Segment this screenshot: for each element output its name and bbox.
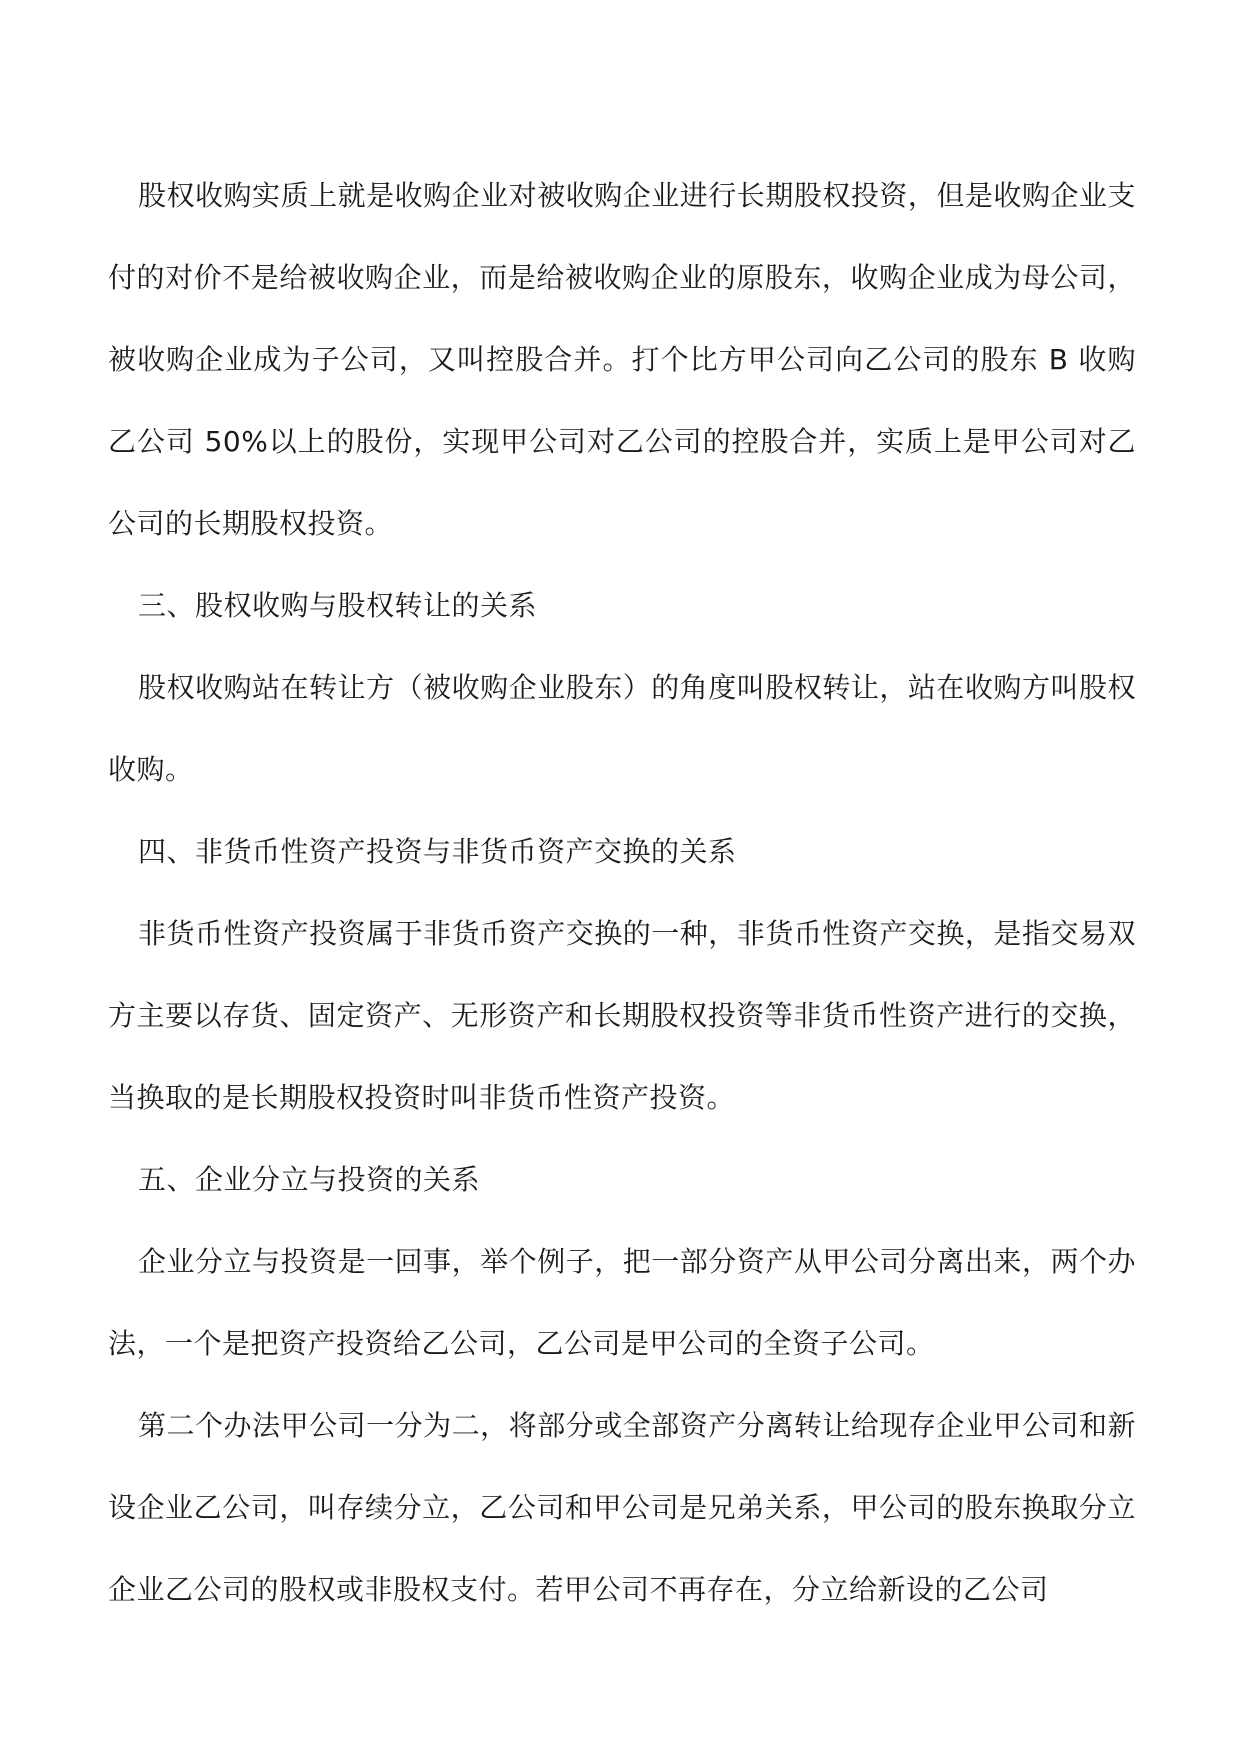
paragraph-equity-transfer: 股权收购站在转让方（被收购企业股东）的角度叫股权转让，站在收购方叫股权收购。: [108, 671, 1136, 786]
paragraph-non-monetary-assets: 非货币性资产投资属于非货币资产交换的一种，非货币性资产交换，是指交易双方主要以存货、固定资产、无形资产和长期股权投资等非货币性资产进行的交换，当换取的是长期股权投资时叫非货币性资产投资。: [108, 917, 1136, 1114]
paragraph-equity-acquisition: 股权收购实质上就是收购企业对被收购企业进行长期股权投资，但是收购企业支付的对价不是给被收购企业，而是给被收购企业的原股东，收购企业成为母公司，被收购企业成为子公司，又叫控股合并。打个比方甲公司向乙公司的股东 B 收购乙公司 50%以上的股份，实现甲公司对乙公司的控股合并，实质上是甲公司对乙公司的长期股权投资。: [108, 179, 1136, 540]
section-heading-three: 三、股权收购与股权转让的关系: [138, 589, 538, 622]
section-heading-five: 五、企业分立与投资的关系: [138, 1163, 481, 1196]
section-heading-four: 四、非货币性资产投资与非货币资产交换的关系: [138, 835, 737, 868]
paragraph-division-first: 企业分立与投资是一回事，举个例子，把一部分资产从甲公司分离出来，两个办法，一个是把资产投资给乙公司，乙公司是甲公司的全资子公司。: [108, 1245, 1136, 1360]
document-body: [108, 155, 1136, 1631]
paragraph-division-second: 第二个办法甲公司一分为二，将部分或全部资产分离转让给现存企业甲公司和新设企业乙公司，叫存续分立，乙公司和甲公司是兄弟关系，甲公司的股东换取分立企业乙公司的股权或非股权支付。若甲公司不再存在，分立给新设的乙公司: [108, 1409, 1136, 1606]
